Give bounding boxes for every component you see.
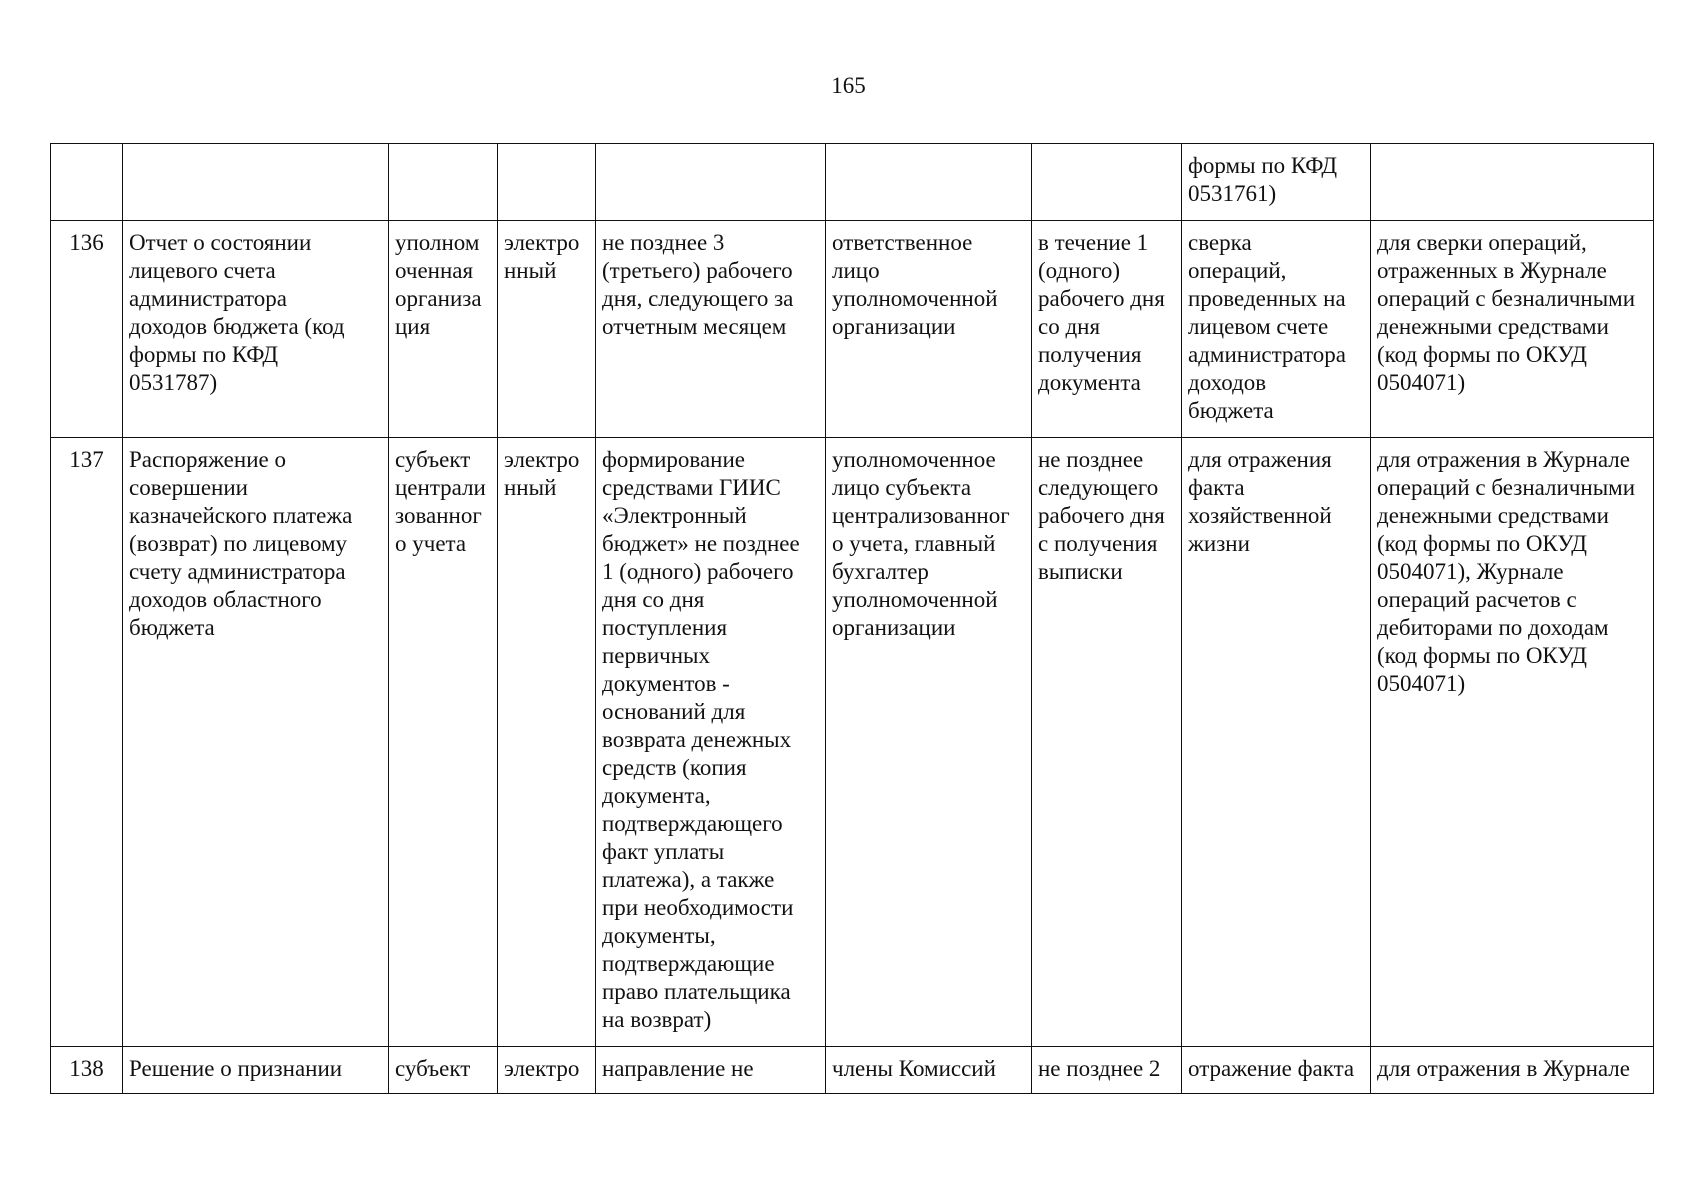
cell-term	[1032, 144, 1182, 221]
cell-format	[498, 144, 596, 221]
cell-creator: уполном оченная организа ция	[389, 221, 498, 438]
cell-purpose: отражение факта	[1182, 1047, 1371, 1094]
cell-responsible: уполномоченное лицо субъекта централизованног о учета, главный бухгалтер уполномоченной организации	[826, 438, 1032, 1047]
cell-document-name: Решение о признании	[123, 1047, 389, 1094]
cell-number: 136	[51, 221, 123, 438]
cell-responsible: члены Комиссий	[826, 1047, 1032, 1094]
cell-register	[1371, 144, 1654, 221]
cell-responsible: ответственное лицо уполномоченной организации	[826, 221, 1032, 438]
cell-number: 138	[51, 1047, 123, 1094]
cell-format: электро нный	[498, 438, 596, 1047]
table-row	[51, 221, 1654, 438]
cell-responsible	[826, 144, 1032, 221]
cell-term: не позднее следующего рабочего дня с получения выписки	[1032, 438, 1182, 1047]
table-row	[51, 438, 1654, 1047]
cell-register: для отражения в Журнале операций с безналичными денежными средствами (код формы по ОКУД 0504071), Журнале операций расчетов с дебиторами по доходам (код формы по ОКУД 0504071)	[1371, 438, 1654, 1047]
document-table	[50, 143, 1654, 1094]
cell-term: не позднее 2	[1032, 1047, 1182, 1094]
cell-creator: субъект централи зованног о учета	[389, 438, 498, 1047]
cell-register: для отражения в Журнале	[1371, 1047, 1654, 1094]
cell-purpose: формы по КФД 0531761)	[1182, 144, 1371, 221]
cell-purpose: для отражения факта хозяйственной жизни	[1182, 438, 1371, 1047]
cell-term: в течение 1 (одного) рабочего дня со дня получения документа	[1032, 221, 1182, 438]
page-number: 165	[831, 73, 866, 98]
cell-purpose: сверка операций, проведенных на лицевом счете администратора доходов бюджета	[1182, 221, 1371, 438]
cell-document-name	[123, 144, 389, 221]
cell-deadline: не позднее 3 (третьего) рабочего дня, следующего за отчетным месяцем	[596, 221, 826, 438]
table-row-continuation	[51, 144, 1654, 221]
cell-creator: субъект	[389, 1047, 498, 1094]
cell-format: электро	[498, 1047, 596, 1094]
cell-document-name: Отчет о состоянии лицевого счета администратора доходов бюджета (код формы по КФД 0531787)	[123, 221, 389, 438]
cell-document-name: Распоряжение о совершении казначейского платежа (возврат) по лицевому счету администратора доходов областного бюджета	[123, 438, 389, 1047]
cell-number	[51, 144, 123, 221]
cell-deadline	[596, 144, 826, 221]
cell-deadline: формирование средствами ГИИС «Электронный бюджет» не позднее 1 (одного) рабочего дня со дня поступления первичных документов - оснований для возврата денежных средств (копия документа, подтверждающего факт уплаты платежа), а также при необходимости документы, подтверждающие право плательщика на возврат)	[596, 438, 826, 1047]
cell-deadline: направление не	[596, 1047, 826, 1094]
cell-register: для сверки операций, отраженных в Журнале операций с безналичными денежными средствами (код формы по ОКУД 0504071)	[1371, 221, 1654, 438]
cell-creator	[389, 144, 498, 221]
cell-number: 137	[51, 438, 123, 1047]
table-row	[51, 1047, 1654, 1094]
cell-format: электро нный	[498, 221, 596, 438]
